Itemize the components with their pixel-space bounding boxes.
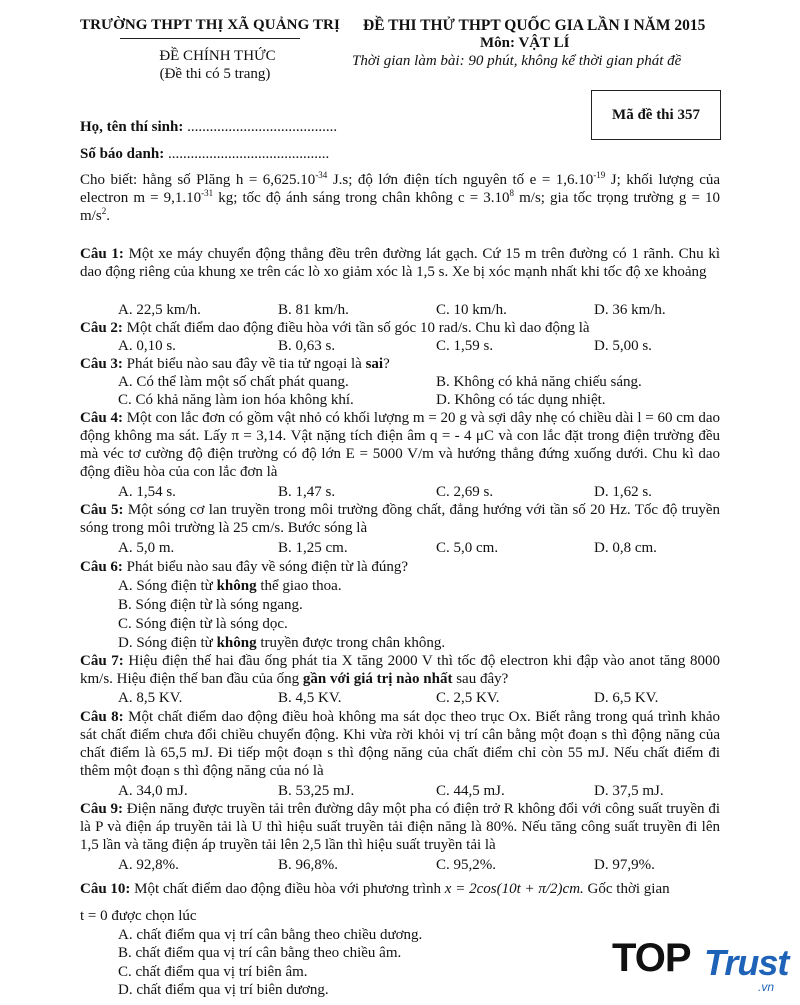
option-a: A. 22,5 km/h.: [118, 302, 201, 318]
question-6-option-a: [118, 577, 342, 595]
question-label: Câu 4:: [80, 410, 123, 426]
option-d: D. Không có tác dụng nhiệt.: [436, 392, 606, 408]
option-d: D. 97,9%.: [594, 857, 655, 873]
sbd-label: Số báo danh:: [80, 146, 165, 162]
option-c: C. 95,2%.: [436, 857, 496, 873]
question-text: Một xe máy chuyển động thẳng đều trên đường lát gạch. Cứ 15 m trên đường có 1 rãnh. Chu kì dao động riêng của khung xe trên các lò xo giảm xóc là 1,5 s. Xe bị xóc mạnh nhất khi tốc độ xe khoảng: [80, 246, 721, 280]
option-emphasis: không: [216, 578, 257, 594]
question-text: Một con lắc đơn có gồm vật nhỏ có khối lượng m = 20 g và sợi dây nhẹ có chiều dài l = 60 cm dao động không ma sát. Lấy π = 3,14. Vật nặng tích điện âm q = - 4 μC và con lắc đặt trong điện trường đều mà véc tơ cường độ điện trường có độ lớn E = 5000 V/m và hướng thẳng đứng xuống dưới. Chu kì dao động điều hòa của con lắc đơn là: [80, 410, 720, 480]
option-c: C. 1,59 s.: [436, 338, 494, 354]
time-limit: Thời gian làm bài: 90 phút, không kể thời gian phát đề: [352, 53, 682, 69]
question-10-option-b: B. chất điểm qua vị trí cân bằng theo chiều âm.: [118, 945, 402, 961]
logo-trust-text: Trust: [704, 942, 789, 983]
option-a: A. 1,54 s.: [118, 484, 176, 500]
question-emphasis: sai: [365, 356, 384, 372]
question-2: [80, 319, 720, 337]
option-b: B. 1,25 cm.: [278, 540, 348, 556]
given-text: J; khối lượng của electron m = 9,1.10: [80, 172, 721, 206]
toptrust-logo: [612, 936, 792, 996]
name-dots: ........................................: [183, 119, 338, 135]
header-divider: [120, 38, 300, 39]
question-text: Phát biểu nào sau đây về sóng điện từ là đúng?: [122, 559, 409, 575]
question-label: Câu 5:: [80, 502, 124, 518]
given-exp: 8: [509, 188, 515, 198]
question-10: [80, 880, 720, 898]
question-text: Một chất điểm dao động điều hòa với phương trình: [130, 881, 445, 897]
question-6: [80, 558, 720, 576]
question-label: Câu 3:: [80, 356, 123, 372]
option-a: A. 34,0 mJ.: [118, 783, 188, 799]
given-text: J.s; độ lớn điện tích nguyên tố e = 1,6.10: [327, 172, 594, 188]
option-a: A. 5,0 m.: [118, 540, 175, 556]
given-text: kg; tốc độ ánh sáng trong chân không c = 3.10: [213, 190, 510, 206]
question-text: Một chất điểm dao động điều hòa với tần số góc 10 rad/s. Chu kì dao động là: [122, 320, 590, 336]
question-label: Câu 6:: [80, 559, 123, 575]
candidate-number-field: [80, 146, 329, 163]
question-label: Câu 8:: [80, 709, 124, 725]
question-1: [80, 245, 720, 281]
question-7: [80, 652, 720, 688]
option-text: thể giao thoa.: [256, 578, 342, 594]
option-d: D. 5,00 s.: [594, 338, 652, 354]
given-exp: -34: [315, 170, 328, 180]
option-text: truyền được trong chân không.: [256, 635, 446, 651]
given-exp: -31: [201, 188, 214, 198]
question-6-option-c: C. Sóng điện từ là sóng dọc.: [118, 616, 288, 632]
subject: Môn: VẬT LÍ: [480, 35, 570, 51]
given-exp: 2: [101, 206, 107, 216]
given-exp: -19: [593, 170, 606, 180]
option-c: C. 2,69 s.: [436, 484, 494, 500]
question-label: Câu 1:: [80, 246, 124, 262]
option-b: B. 53,25 mJ.: [278, 783, 355, 799]
question-10-option-c: C. chất điểm qua vị trí biên âm.: [118, 964, 308, 980]
given-text: .: [106, 208, 110, 224]
option-a: A. 92,8%.: [118, 857, 179, 873]
question-3: [80, 355, 720, 373]
candidate-name-field: [80, 119, 337, 136]
exam-code-box: Mã đề thi 357: [591, 90, 721, 140]
question-text: ?: [383, 356, 390, 372]
given-text: m/s; gia tốc trọng trường g = 10 m/s: [80, 190, 720, 224]
question-4: [80, 409, 720, 481]
question-emphasis: gần với giá trị nào nhất: [302, 671, 453, 687]
option-a: A. 8,5 KV.: [118, 690, 183, 706]
official-label: ĐỀ CHÍNH THỨC: [159, 48, 276, 64]
question-text: Một sóng cơ lan truyền trong môi trường đồng chất, đẳng hướng với tần số 20 Hz. Tốc độ truyền sóng trong môi trường là 25 cm/s. Bước sóng là: [80, 502, 721, 536]
question-formula: x = 2cos(10t + π/2)cm.: [444, 881, 584, 897]
question-label: Câu 9:: [80, 801, 123, 817]
option-c: C. 44,5 mJ.: [436, 783, 505, 799]
name-label: Họ, tên thí sinh:: [80, 119, 184, 135]
exam-title: ĐỀ THI THỬ THPT QUỐC GIA LẦN I NĂM 2015: [363, 17, 706, 34]
option-d: D. 36 km/h.: [594, 302, 666, 318]
question-text: Phát biểu nào sau đây về tia tử ngoại là: [122, 356, 366, 372]
given-text: Cho biết: hằng số Plăng h = 6,625.10: [80, 172, 316, 188]
question-label: Câu 2:: [80, 320, 123, 336]
question-label: Câu 10:: [80, 881, 131, 897]
question-6-option-b: B. Sóng điện từ là sóng ngang.: [118, 597, 303, 613]
question-text: sau đây?: [452, 671, 509, 687]
option-c: C. 5,0 cm.: [436, 540, 499, 556]
logo-top-text: TOP: [612, 936, 691, 980]
option-d: D. 1,62 s.: [594, 484, 652, 500]
option-b: B. Không có khả năng chiếu sáng.: [436, 374, 642, 390]
option-text: D. Sóng điện từ: [118, 635, 217, 651]
sbd-dots: ...........................................: [164, 146, 330, 162]
school-name: TRƯỜNG THPT THỊ XÃ QUẢNG TRỊ: [80, 17, 340, 33]
question-text: Gốc thời gian: [583, 881, 670, 897]
question-10-option-a: A. chất điểm qua vị trí cân bằng theo chiều dương.: [118, 927, 423, 943]
option-b: B. 96,8%.: [278, 857, 338, 873]
option-d: D. 6,5 KV.: [594, 690, 659, 706]
logo-domain-text: .vn: [758, 980, 775, 994]
option-d: D. 37,5 mJ.: [594, 783, 664, 799]
option-b: B. 4,5 KV.: [278, 690, 342, 706]
option-b: B. 81 km/h.: [278, 302, 349, 318]
question-10-line2: t = 0 được chọn lúc: [80, 908, 197, 924]
option-a: A. Có thể làm một số chất phát quang.: [118, 374, 349, 390]
question-10-option-d: D. chất điểm qua vị trí biên dương.: [118, 982, 329, 998]
option-d: D. 0,8 cm.: [594, 540, 657, 556]
question-text: Điện năng được truyền tải trên đường dây một pha có điện trở R không đổi với công suất truyền đi là P và điện áp truyền tải là U thì hiệu suất truyền tải điện năng là 80%. Nếu tăng công suất truyền đi lên 1,5 lần và tăng điện áp truyền tải lên 2,5 lần thì hiệu suất truyền tải là: [80, 801, 720, 853]
option-c: C. Có khả năng làm ion hóa không khí.: [118, 392, 354, 408]
question-9: [80, 800, 720, 854]
question-5: [80, 501, 720, 537]
question-8: [80, 708, 720, 780]
given-constants: [80, 171, 720, 225]
option-b: B. 1,47 s.: [278, 484, 336, 500]
option-emphasis: không: [216, 635, 257, 651]
option-c: C. 10 km/h.: [436, 302, 507, 318]
question-label: Câu 7:: [80, 653, 124, 669]
question-6-option-d: [118, 634, 445, 652]
option-text: A. Sóng điện từ: [118, 578, 217, 594]
option-b: B. 0,63 s.: [278, 338, 336, 354]
question-text: Một chất điểm dao động điều hoà không ma sát dọc theo trục Ox. Biết rằng trong quá trình khảo sát chất điểm chưa đổi chiều chuyển động. Khi vừa rời khỏi vị trí cân bằng một đoạn s thì động năng của chất điểm là 65,5 mJ. Đi tiếp một đoạn s thì động năng của chất điểm chỉ còn 55 mJ. Nếu chất điểm đi thêm một đoạn s thì động năng của nó là: [80, 709, 720, 779]
question-text: Hiệu điện thế hai đầu ống phát tia X tăng 2000 V thì tốc độ electron khi đập vào anot tăng 8000 km/s. Hiệu điện thế ban đầu của ống: [80, 653, 720, 687]
option-a: A. 0,10 s.: [118, 338, 176, 354]
page-count: (Đề thi có 5 trang): [159, 66, 271, 82]
option-c: C. 2,5 KV.: [436, 690, 500, 706]
